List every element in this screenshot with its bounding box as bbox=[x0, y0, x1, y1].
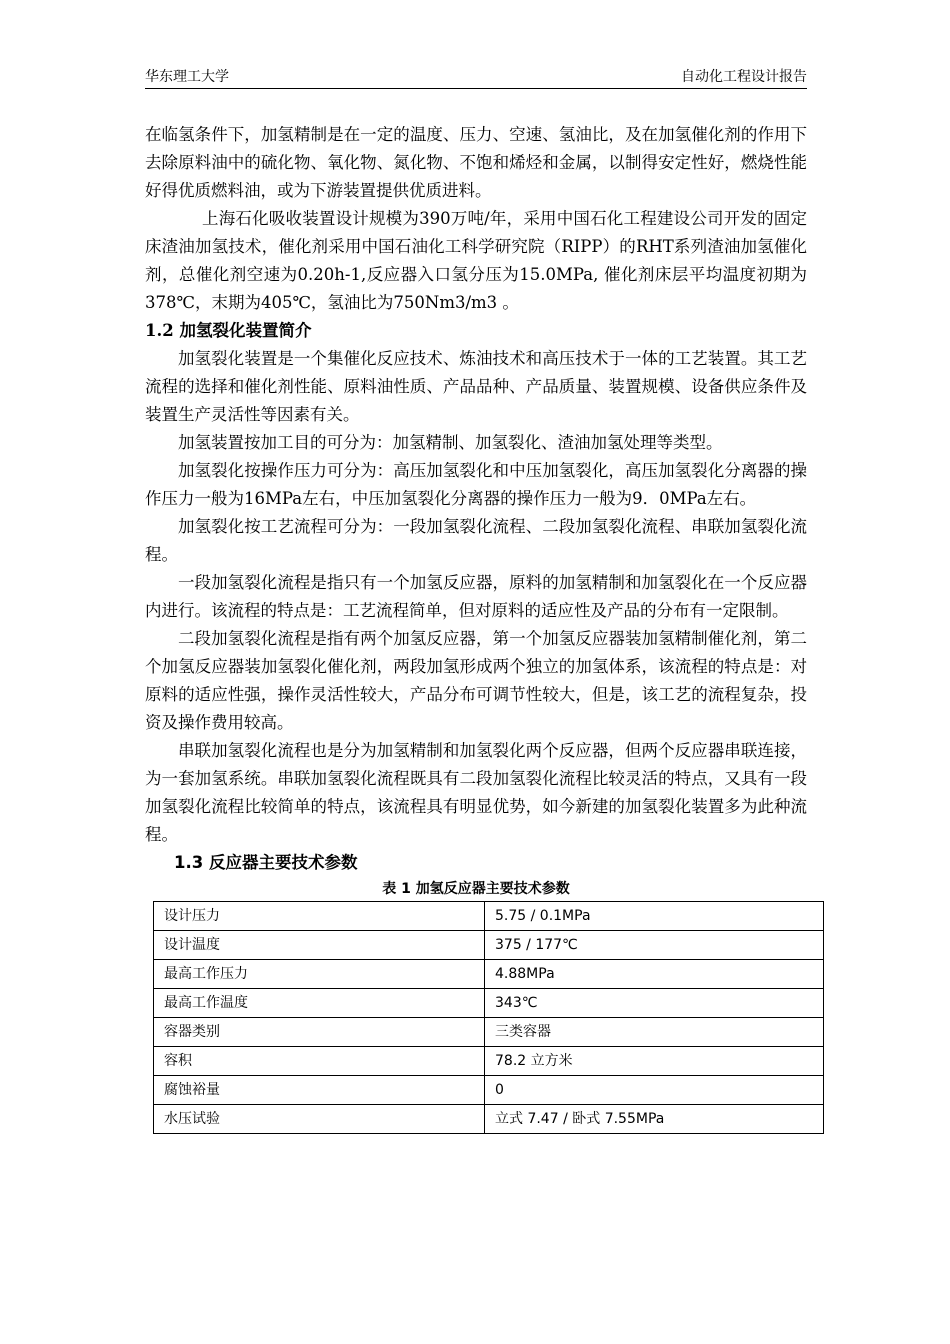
page-header bbox=[145, 66, 807, 89]
table-row bbox=[154, 1047, 824, 1076]
table-row bbox=[154, 989, 824, 1018]
parameter-name: 设计压力 bbox=[154, 902, 485, 931]
table-row bbox=[154, 1018, 824, 1047]
parameter-value: 343℃ bbox=[485, 989, 824, 1018]
parameter-name: 设计温度 bbox=[154, 931, 485, 960]
paragraph-hydrocracking-intro: 加氢裂化装置是一个集催化反应技术、炼油技术和高压技术于一体的工艺装置。其工艺流程的选择和催化剂性能、原料油性质、产品品种、产品质量、装置规模、设备供应条件及装置生产灵活性等因素有关。 bbox=[145, 349, 807, 424]
paragraph-classification-purpose: 加氢装置按加工目的可分为：加氢精制、加氢裂化、渣油加氢处理等类型。 bbox=[178, 433, 723, 452]
table-row bbox=[154, 960, 824, 989]
parameter-value: 78.2 立方米 bbox=[485, 1047, 824, 1076]
table-row bbox=[154, 1076, 824, 1105]
reactor-parameters-table bbox=[153, 901, 824, 1134]
section-heading-1-2: 1.2 加氢裂化装置简介 bbox=[145, 321, 312, 340]
paragraph-hydrofining: 在临氢条件下，加氢精制是在一定的温度、压力、空速、氢油比，及在加氢催化剂的作用下去除原料油中的硫化物、氧化物、氮化物、不饱和烯烃和金属，以制得安定性好，燃烧性能好得优质燃料油，或为下游装置提供优质进料。 bbox=[145, 125, 807, 200]
parameter-name: 水压试验 bbox=[154, 1105, 485, 1134]
table-row bbox=[154, 931, 824, 960]
header-report-title: 自动化工程设计报告 bbox=[681, 69, 807, 85]
header-university: 华东理工大学 bbox=[145, 69, 229, 85]
parameter-value: 0 bbox=[485, 1076, 824, 1105]
paragraph-single-stage: 一段加氢裂化流程是指只有一个加氢反应器，原料的加氢精制和加氢裂化在一个反应器内进行。该流程的特点是：工艺流程简单，但对原料的适应性及产品的分布有一定限制。 bbox=[145, 573, 807, 620]
table-row bbox=[154, 902, 824, 931]
parameter-name: 最高工作压力 bbox=[154, 960, 485, 989]
paragraph-classification-pressure: 加氢裂化按操作压力可分为：高压加氢裂化和中压加氢裂化，高压加氢裂化分离器的操作压力一般为16MPa左右，中压加氢裂化分离器的操作压力一般为9．0MPa左右。 bbox=[145, 461, 807, 508]
parameter-name: 容器类别 bbox=[154, 1018, 485, 1047]
parameter-value: 5.75 / 0.1MPa bbox=[485, 902, 824, 931]
paragraph-two-stage: 二段加氢裂化流程是指有两个加氢反应器，第一个加氢反应器装加氢精制催化剂，第二个加氢反应器装加氢裂化催化剂，两段加氢形成两个独立的加氢体系，该流程的特点是：对原料的适应性强，操作灵活性较大，产品分布可调节性较大，但是，该工艺的流程复杂，投资及操作费用较高。 bbox=[145, 629, 807, 732]
parameter-name: 容积 bbox=[154, 1047, 485, 1076]
parameter-value: 立式 7.47 / 卧式 7.55MPa bbox=[485, 1105, 824, 1134]
parameter-name: 腐蚀裕量 bbox=[154, 1076, 485, 1105]
parameter-value: 4.88MPa bbox=[485, 960, 824, 989]
paragraph-shanghai-petrochem: 上海石化吸收装置设计规模为390万吨/年，采用中国石化工程建设公司开发的固定床渣油加氢技术，催化剂采用中国石油化工科学研究院（RIPP）的RHT系列渣油加氢催化剂，总催化剂空速为0.20h-1,反应器入口氢分压为15.0MPa, 催化剂床层平均温度初期为378℃，末期为405℃，氢油比为750Nm3/m3 。 bbox=[145, 209, 807, 312]
parameter-name: 最高工作温度 bbox=[154, 989, 485, 1018]
paragraph-series: 串联加氢裂化流程也是分为加氢精制和加氢裂化两个反应器，但两个反应器串联连接，为一套加氢系统。串联加氢裂化流程既具有二段加氢裂化流程比较灵活的特点，又具有一段加氢裂化流程比较简单的特点，该流程具有明显优势，如今新建的加氢裂化装置多为此种流程。 bbox=[145, 741, 807, 844]
table-caption: 表 1 加氢反应器主要技术参数 bbox=[382, 881, 570, 897]
section-heading-1-3: 1.3 反应器主要技术参数 bbox=[174, 853, 358, 872]
parameter-value: 三类容器 bbox=[485, 1018, 824, 1047]
parameter-value: 375 / 177℃ bbox=[485, 931, 824, 960]
paragraph-classification-process: 加氢裂化按工艺流程可分为：一段加氢裂化流程、二段加氢裂化流程、串联加氢裂化流程。 bbox=[145, 517, 807, 564]
document-body bbox=[145, 121, 807, 1134]
table-row bbox=[154, 1105, 824, 1134]
